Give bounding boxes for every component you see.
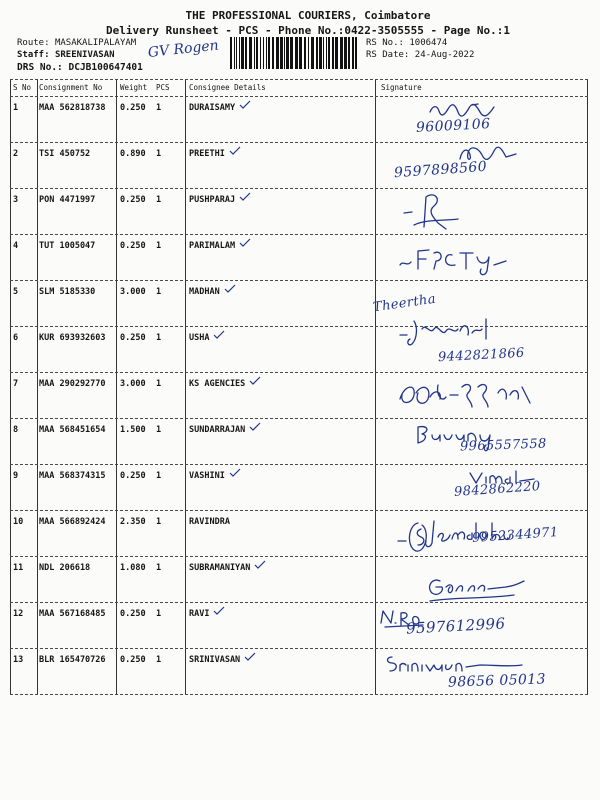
serial-number-cell <box>10 281 37 326</box>
pieces-count-cell <box>153 649 185 694</box>
rs-date-label: RS Date: <box>366 50 410 60</box>
pieces-count: 1 <box>156 241 162 251</box>
consignment-number-cell <box>37 649 116 694</box>
barcode-bar <box>319 37 322 69</box>
weight-value-cell <box>116 373 153 418</box>
signature-cell <box>375 373 588 418</box>
serial-number-cell <box>10 603 37 648</box>
pieces-count: 1 <box>156 655 162 665</box>
consignment-number-cell <box>37 281 116 326</box>
pieces-count-cell <box>153 373 185 418</box>
signature-cell <box>375 235 588 280</box>
barcode-bar <box>355 37 357 69</box>
serial-number: 5 <box>13 287 19 297</box>
barcode <box>230 37 360 69</box>
barcode-bar <box>245 37 247 69</box>
consignee-name: RAVINDRA <box>189 517 230 527</box>
weight-value-cell <box>116 419 153 464</box>
drs-line <box>17 62 143 73</box>
tick-mark <box>229 468 241 477</box>
consignee-name-cell <box>185 235 375 280</box>
weight-value-cell <box>116 465 153 510</box>
consignment-number: TSI 450752 <box>39 149 91 159</box>
consignment-number-cell <box>37 143 116 188</box>
rs-date-line <box>366 50 474 61</box>
table-header-row <box>10 79 588 97</box>
consignment-number: MAA 290292770 <box>39 379 106 389</box>
pieces-count-cell <box>153 281 185 326</box>
table-row <box>10 511 588 557</box>
consignment-number-cell <box>37 373 116 418</box>
barcode-bar <box>344 37 347 69</box>
barcode-bar <box>295 37 298 69</box>
consignee-name: PREETHI <box>189 149 225 159</box>
serial-number: 2 <box>13 149 19 159</box>
pieces-count-cell <box>153 327 185 372</box>
consignment-number: TUT 1005047 <box>39 241 96 251</box>
signature-cell <box>375 143 588 188</box>
handwritten-signature <box>428 103 500 117</box>
barcode-bar <box>332 37 334 69</box>
table-row <box>10 281 588 327</box>
weight-value-cell <box>116 557 153 602</box>
consignee-name: DURAISAMY <box>189 103 236 113</box>
column-header-consignment: Consignment No <box>37 80 116 96</box>
signature-name: Theertha <box>372 291 437 316</box>
table-row <box>10 649 588 695</box>
consignee-name-cell <box>185 419 375 464</box>
table-row <box>10 373 588 419</box>
barcode-bar <box>286 37 289 69</box>
pieces-count-cell <box>153 143 185 188</box>
barcode-bar <box>249 37 252 69</box>
barcode-bar <box>328 37 330 69</box>
serial-number: 3 <box>13 195 19 205</box>
pieces-count-cell <box>153 189 185 234</box>
weight-value: 0.250 <box>120 241 146 251</box>
signature-cell <box>375 557 588 602</box>
serial-number-cell <box>10 327 37 372</box>
consignee-name: USHA <box>189 333 210 343</box>
signature-phone: 9952344971 <box>471 524 560 547</box>
consignment-number-cell <box>37 557 116 602</box>
table-row <box>10 419 588 465</box>
pieces-count: 1 <box>156 563 162 573</box>
tick-mark <box>239 100 251 109</box>
serial-number-cell <box>10 557 37 602</box>
consignment-number-cell <box>37 465 116 510</box>
barcode-bar <box>304 37 306 69</box>
table-row <box>10 189 588 235</box>
serial-number: 12 <box>13 609 24 619</box>
consignee-name-cell <box>185 143 375 188</box>
consignee-name: PUSHPARAJ <box>189 195 236 205</box>
consignee-name-cell <box>185 281 375 326</box>
serial-number-cell <box>10 189 37 234</box>
weight-value-cell <box>116 235 153 280</box>
handwritten-note: GV Rogen <box>147 37 220 61</box>
signature-cell <box>375 327 588 372</box>
weight-value: 1.080 <box>120 563 146 573</box>
consignment-number-cell <box>37 511 116 556</box>
barcode-bar <box>290 37 293 69</box>
signature-cell <box>375 603 588 648</box>
consignee-name: PARIMALAM <box>189 241 236 251</box>
barcode-bar <box>326 37 327 69</box>
serial-number-cell <box>10 465 37 510</box>
tick-mark <box>249 422 261 431</box>
consignment-number: MAA 568451654 <box>39 425 106 435</box>
pieces-count-cell <box>153 465 185 510</box>
barcode-bar <box>263 37 264 69</box>
barcode-bar <box>276 37 279 69</box>
signature-cell <box>375 189 588 234</box>
weight-value-cell <box>116 281 153 326</box>
barcode-bar <box>254 37 255 69</box>
tick-mark <box>239 238 251 247</box>
consignee-name: SUNDARRAJAN <box>189 425 246 435</box>
signature-cell <box>375 97 588 142</box>
company-title: THE PROFESSIONAL COURIERS, Coimbatore <box>185 9 431 22</box>
weight-value: 0.250 <box>120 471 146 481</box>
column-header-sno: S No <box>10 80 37 96</box>
weight-value: 0.890 <box>120 149 146 159</box>
runsheet-table <box>10 79 588 695</box>
consignment-number: SLM 5185330 <box>39 287 96 297</box>
consignee-name: MADHAN <box>189 287 220 297</box>
pieces-count: 1 <box>156 609 162 619</box>
barcode-bar <box>316 37 318 69</box>
weight-value-cell <box>116 97 153 142</box>
pieces-count-cell <box>153 557 185 602</box>
rs-number-label: RS No.: <box>366 38 404 48</box>
column-header-consignee: Consignee Details <box>185 80 375 96</box>
serial-number: 11 <box>13 563 24 573</box>
consignee-name: KS AGENCIES <box>189 379 246 389</box>
pieces-count: 1 <box>156 103 162 113</box>
table-row <box>10 603 588 649</box>
consignee-name-cell <box>185 557 375 602</box>
barcode-bar <box>272 37 274 69</box>
barcode-bar <box>348 37 350 69</box>
barcode-bar <box>256 37 258 69</box>
tick-mark <box>239 192 251 201</box>
signature-cell <box>375 465 588 510</box>
serial-number: 10 <box>13 517 24 527</box>
barcode-bar <box>299 37 302 69</box>
table-row <box>10 327 588 373</box>
handwritten-signature <box>402 191 472 231</box>
barcode-bar <box>239 37 240 69</box>
rs-date-value: 24-Aug-2022 <box>414 50 475 60</box>
serial-number-cell <box>10 97 37 142</box>
weight-value: 2.350 <box>120 517 146 527</box>
barcode-bar <box>340 37 343 69</box>
pieces-count-cell <box>153 419 185 464</box>
barcode-bar <box>266 37 267 69</box>
barcode-bar <box>230 37 232 69</box>
consignee-name: VASHINI <box>189 471 225 481</box>
consignment-number: PON 4471997 <box>39 195 96 205</box>
weight-value-cell <box>116 603 153 648</box>
column-header-signature: Signature <box>375 80 588 96</box>
signature-cell <box>375 649 588 694</box>
pieces-count: 1 <box>156 333 162 343</box>
barcode-bar <box>284 37 285 69</box>
serial-number: 6 <box>13 333 19 343</box>
staff-line <box>17 50 115 61</box>
handwritten-signature <box>398 317 490 347</box>
consignment-number: MAA 566892424 <box>39 517 106 527</box>
consignee-name-cell <box>185 465 375 510</box>
signature-phone: 9842862220 <box>453 478 542 501</box>
tick-mark <box>249 376 261 385</box>
barcode-bar <box>236 37 237 69</box>
weight-value: 0.250 <box>120 103 146 113</box>
weight-value-cell <box>116 649 153 694</box>
table-body <box>10 97 588 695</box>
table-row <box>10 235 588 281</box>
consignment-number: MAA 567168485 <box>39 609 106 619</box>
table-row <box>10 143 588 189</box>
pieces-count: 1 <box>156 517 162 527</box>
pieces-count: 1 <box>156 425 162 435</box>
tick-mark <box>229 146 241 155</box>
table-row <box>10 465 588 511</box>
weight-value: 0.250 <box>120 609 146 619</box>
barcode-bar <box>335 37 338 69</box>
serial-number: 8 <box>13 425 19 435</box>
serial-number-cell <box>10 511 37 556</box>
barcode-bar <box>234 37 235 69</box>
signature-cell <box>375 511 588 556</box>
barcode-bar <box>352 37 354 69</box>
staff-label: Staff: <box>17 50 50 60</box>
signature-phone: 98656 05013 <box>447 671 547 691</box>
handwritten-signature <box>394 377 534 411</box>
pieces-count: 1 <box>156 379 162 389</box>
barcode-bar <box>268 37 270 69</box>
runsheet-heading: Delivery Runsheet - PCS - Phone No.:0422-3505555 - Page No.:1 <box>106 24 510 37</box>
rs-number-line <box>366 38 447 49</box>
consignment-number: KUR 693932603 <box>39 333 106 343</box>
consignee-name: RAVI <box>189 609 210 619</box>
serial-number: 7 <box>13 379 19 389</box>
handwritten-signature <box>384 653 524 675</box>
consignee-name-cell <box>185 373 375 418</box>
table-row <box>10 557 588 603</box>
rs-number-value: 1006474 <box>409 38 448 48</box>
consignment-number: MAA 562818738 <box>39 103 106 113</box>
barcode-bar <box>323 37 324 69</box>
pieces-count-cell <box>153 97 185 142</box>
serial-number-cell <box>10 419 37 464</box>
consignee-name-cell <box>185 511 375 556</box>
consignee-name-cell <box>185 649 375 694</box>
pieces-count-cell <box>153 603 185 648</box>
signature-phone: 9597898560 <box>393 158 488 182</box>
consignment-number-cell <box>37 189 116 234</box>
weight-value: 3.000 <box>120 287 146 297</box>
tick-mark <box>224 284 236 293</box>
barcode-bar <box>308 37 309 69</box>
consignment-number-cell <box>37 235 116 280</box>
barcode-bar <box>241 37 244 69</box>
consignment-number-cell <box>37 603 116 648</box>
signature-phone: 96009106 <box>415 116 491 136</box>
consignee-name: SUBRAMANIYAN <box>189 563 251 573</box>
serial-number-cell <box>10 235 37 280</box>
weight-value: 0.250 <box>120 655 146 665</box>
pieces-count-cell <box>153 511 185 556</box>
column-header-weight: Weight <box>116 80 153 96</box>
weight-value: 1.500 <box>120 425 146 435</box>
signature-phone: 9597612996 <box>405 614 506 638</box>
route-label: Route: <box>17 38 50 48</box>
consignment-number: BLR 165470726 <box>39 655 106 665</box>
signature-cell <box>375 419 588 464</box>
serial-number-cell <box>10 373 37 418</box>
staff-value: SREENIVASAN <box>54 50 115 60</box>
signature-phone: 9442821866 <box>437 345 526 366</box>
tick-mark <box>213 330 225 339</box>
tick-mark <box>254 560 266 569</box>
consignee-name: SRINIVASAN <box>189 655 241 665</box>
consignment-number-cell <box>37 419 116 464</box>
serial-number-cell <box>10 143 37 188</box>
route-value: MASAKALIPALAYAM <box>54 38 137 48</box>
consignee-name-cell <box>185 603 375 648</box>
serial-number: 1 <box>13 103 19 113</box>
pieces-count: 1 <box>156 149 162 159</box>
consignment-number: NDL 206618 <box>39 563 91 573</box>
consignee-name-cell <box>185 97 375 142</box>
weight-value-cell <box>116 189 153 234</box>
serial-number-cell <box>10 649 37 694</box>
serial-number: 4 <box>13 241 19 251</box>
table-row <box>10 97 588 143</box>
pieces-count: 1 <box>156 287 162 297</box>
pieces-count: 1 <box>156 471 162 481</box>
weight-value: 0.250 <box>120 195 146 205</box>
consignment-number-cell <box>37 97 116 142</box>
pieces-count: 1 <box>156 195 162 205</box>
drs-value: DCJB100647401 <box>68 62 143 73</box>
weight-value-cell <box>116 511 153 556</box>
consignee-name-cell <box>185 327 375 372</box>
weight-value-cell <box>116 327 153 372</box>
consignment-number-cell <box>37 327 116 372</box>
serial-number: 9 <box>13 471 19 481</box>
signature-phone: 9965557558 <box>459 436 547 455</box>
consignment-number: MAA 568374315 <box>39 471 106 481</box>
tick-mark <box>213 606 225 615</box>
serial-number: 13 <box>13 655 24 665</box>
column-header-pcs: PCS <box>156 83 170 92</box>
consignee-name-cell <box>185 189 375 234</box>
weight-value: 0.250 <box>120 333 146 343</box>
handwritten-signature <box>398 247 510 273</box>
barcode-bar <box>260 37 261 69</box>
tick-mark <box>244 652 256 661</box>
route-line <box>17 38 136 49</box>
weight-value-cell <box>116 143 153 188</box>
pieces-count-cell <box>153 235 185 280</box>
handwritten-signature <box>424 573 528 603</box>
barcode-bar <box>280 37 283 69</box>
drs-label: DRS No.: <box>17 62 63 73</box>
barcode-bar <box>311 37 314 69</box>
weight-value: 3.000 <box>120 379 146 389</box>
